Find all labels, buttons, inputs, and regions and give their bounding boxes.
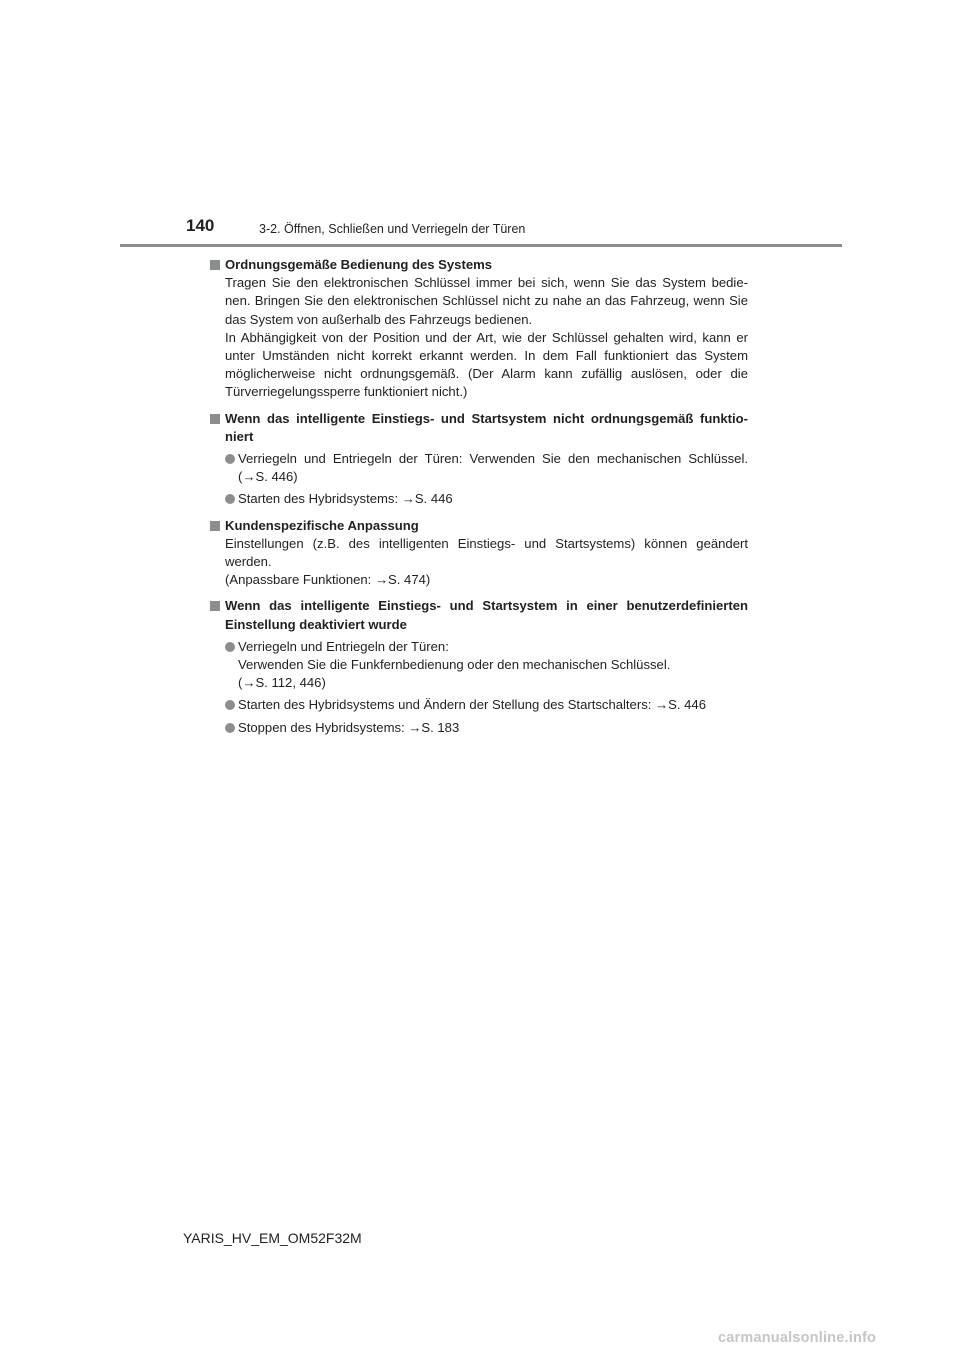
square-bullet-icon bbox=[210, 601, 220, 611]
list-item bbox=[208, 719, 748, 737]
page-content bbox=[208, 256, 748, 737]
square-bullet-icon bbox=[210, 260, 220, 270]
list-item-text: Starten des Hybridsystems: →S. 446 bbox=[238, 491, 453, 507]
circle-bullet-icon bbox=[225, 454, 235, 464]
paragraph: Tragen Sie den elektronischen Schlüssel immer bei sich, wenn Sie das System bedie-nen. Bringen Sie den elektronischen Schlüssel nicht zu nahe an das Fahrzeug, wenn Sie das System von außerhalb des Fahrzeugs bedienen. bbox=[225, 275, 748, 327]
list-item-text: Starten des Hybridsystems und Ändern der Stellung des Startschalters: →S. 446 bbox=[238, 697, 706, 713]
list-item-continuation: Verwenden Sie die Funkfernbedienung oder den mechanischen Schlüssel. bbox=[238, 657, 671, 673]
list-item-text: Verriegeln und Entriegeln der Türen: Verwenden Sie den mechanischen Schlüssel. (→S. 446) bbox=[238, 451, 748, 485]
section-heading-text: Ordnungsgemäße Bedienung des Systems bbox=[225, 257, 493, 272]
section-heading-text: Wenn das intelligente Einstiegs- und Startsystem nicht ordnungsgemäß funktio-niert bbox=[225, 410, 748, 444]
list-item bbox=[208, 696, 748, 714]
section-heading bbox=[208, 256, 748, 274]
header-rule bbox=[120, 244, 842, 247]
square-bullet-icon bbox=[210, 414, 220, 424]
section-title: 3-2. Öffnen, Schließen und Verriegeln der Türen bbox=[259, 222, 526, 236]
section-heading bbox=[208, 410, 748, 446]
list-item bbox=[208, 638, 748, 693]
section-heading bbox=[208, 597, 748, 633]
list-item-continuation: (→S. 112, 446) bbox=[238, 675, 326, 691]
list-item-text: Verriegeln und Entriegeln der Türen: bbox=[238, 638, 449, 654]
document-code: YARIS_HV_EM_OM52F32M bbox=[183, 1230, 362, 1246]
list-item bbox=[208, 490, 748, 508]
watermark-link[interactable]: carmanualsonline.info bbox=[718, 1330, 877, 1346]
paragraph: In Abhängigkeit von der Position und der Art, wie der Schlüssel gehalten wird, kann er unter Umständen nicht korrekt erkannt werden. In dem Fall funktioniert das System möglicherweise nicht ordnungsgemäß. (Der Alarm kann zufällig auslösen, oder die Türverriegelungssperre funktioniert nicht.) bbox=[225, 329, 748, 400]
section-heading-text: Wenn das intelligente Einstiegs- und Startsystem in einer benutzerdefinierten Einstellung deaktiviert wurde bbox=[225, 598, 748, 632]
list-item-text: Stoppen des Hybridsystems: →S. 183 bbox=[238, 719, 460, 735]
circle-bullet-icon bbox=[225, 700, 235, 710]
paragraph: (Anpassbare Funktionen: →S. 474) bbox=[225, 572, 431, 588]
paragraph: Einstellungen (z.B. des intelligenten Einstiegs- und Startsystems) können geändert werden. bbox=[225, 535, 748, 570]
section-heading bbox=[208, 517, 748, 535]
square-bullet-icon bbox=[210, 521, 220, 531]
list-item bbox=[208, 450, 748, 486]
page-number: 140 bbox=[186, 216, 215, 235]
circle-bullet-icon bbox=[225, 494, 235, 504]
section-heading-text: Kundenspezifische Anpassung bbox=[225, 517, 419, 533]
circle-bullet-icon bbox=[225, 723, 235, 733]
circle-bullet-icon bbox=[225, 642, 235, 652]
